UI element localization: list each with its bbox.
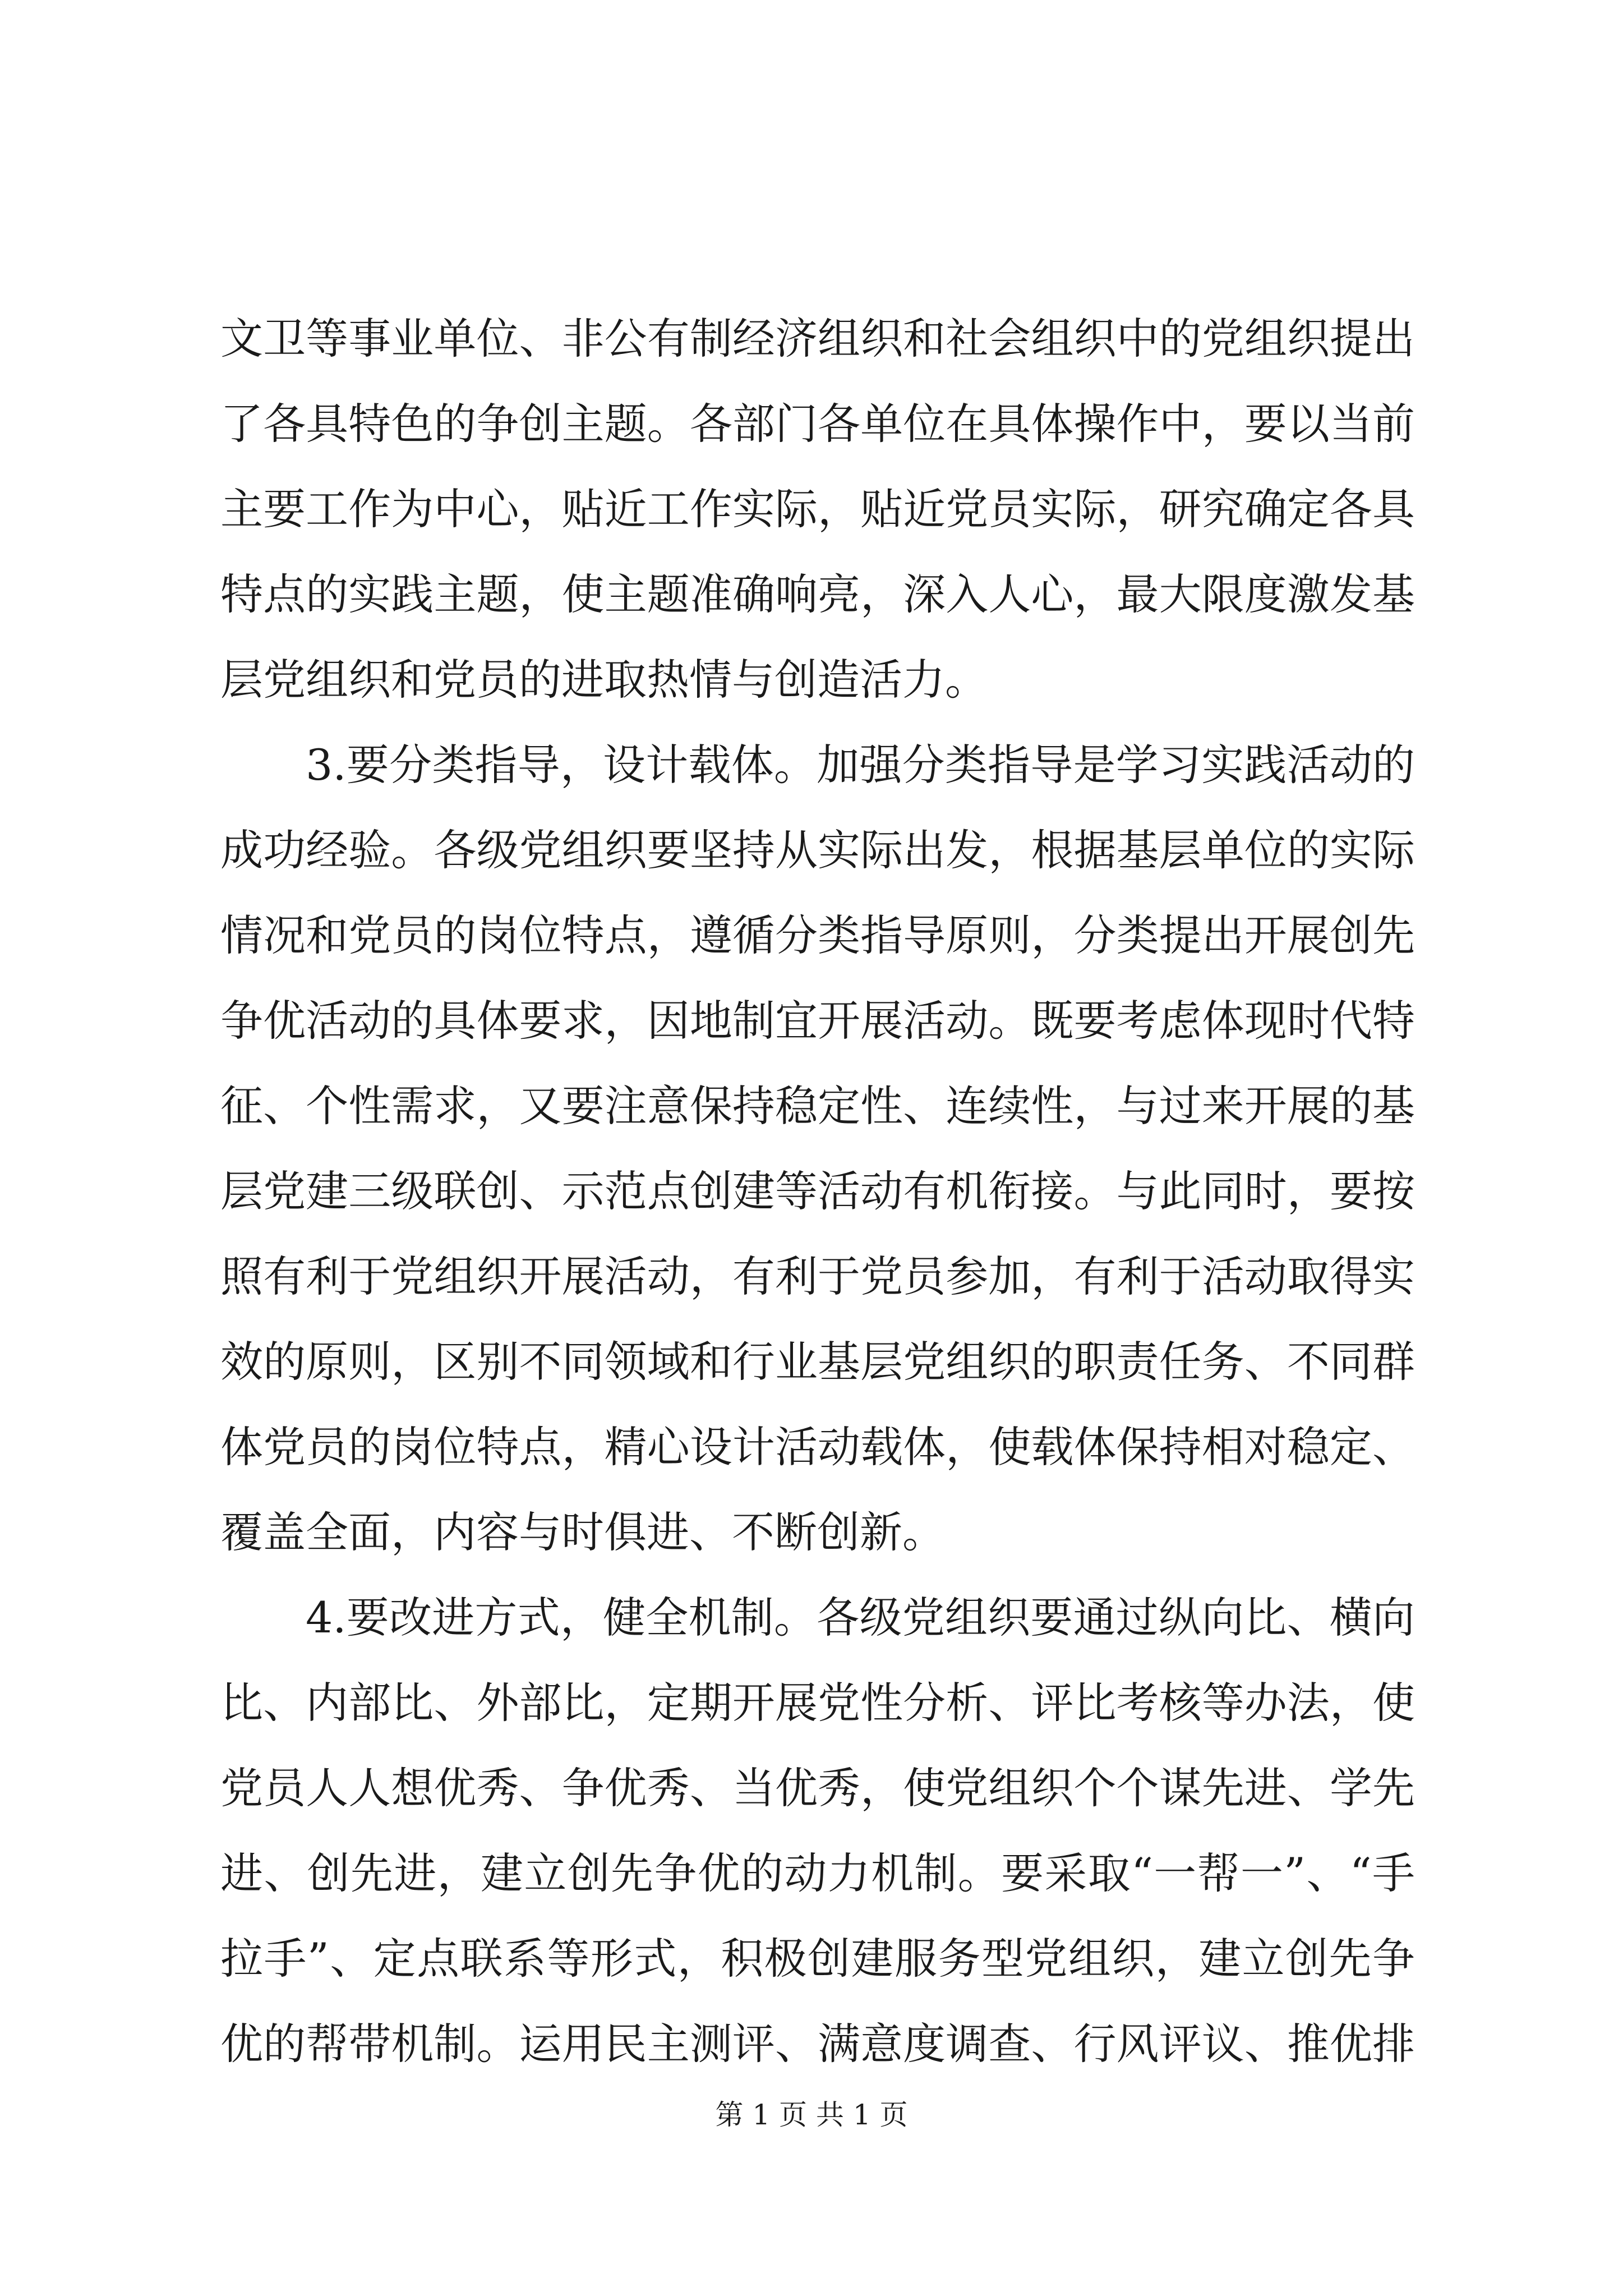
text-line: 主要工作为中心，贴近工作实际，贴近党员实际，研究确定各具 xyxy=(220,484,1415,534)
text-line: 了各具特色的争创主题。各部门各单位在具体操作中，要以当前 xyxy=(220,399,1415,449)
text-line: 文卫等事业单位、非公有制经济组织和社会组织中的党组织提出 xyxy=(220,314,1415,364)
text-line: 情况和党员的岗位特点，遵循分类指导原则，分类提出开展创先 xyxy=(220,910,1415,960)
paragraph-start-line: 4.要改进方式，健全机制。各级党组织要通过纵向比、横向 xyxy=(306,1593,1415,1642)
text-line: 体党员的岗位特点，精心设计活动载体，使载体保持相对稳定、 xyxy=(220,1422,1415,1472)
page-footer xyxy=(0,2095,1623,2134)
paragraph-start-line: 3.要分类指导，设计载体。加强分类指导是学习实践活动的 xyxy=(306,740,1415,790)
text-line: 特点的实践主题，使主题准确响亮，深入人心，最大限度激发基 xyxy=(220,569,1415,619)
text-line: 照有利于党组织开展活动，有利于党员参加，有利于活动取得实 xyxy=(220,1251,1415,1301)
text-line: 征、个性需求，又要注意保持稳定性、连续性，与过来开展的基 xyxy=(220,1081,1415,1131)
text-line: 效的原则，区别不同领域和行业基层党组织的职责任务、不同群 xyxy=(220,1337,1415,1387)
text-line: 层党组织和党员的进取热情与创造活力。 xyxy=(220,655,988,705)
text-line: 进、创先进，建立创先争优的动力机制。要采取“一帮一”、“手 xyxy=(220,1848,1415,1898)
text-line: 党员人人想优秀、争优秀、当优秀，使党组织个个谋先进、学先 xyxy=(220,1763,1415,1813)
text-line: 优的帮带机制。运用民主测评、满意度调查、行风评议、推优排 xyxy=(220,2019,1415,2069)
document-body xyxy=(220,296,1415,2087)
text-line: 覆盖全面，内容与时俱进、不断创新。 xyxy=(220,1507,945,1557)
text-line: 成功经验。各级党组织要坚持从实际出发，根据基层单位的实际 xyxy=(220,825,1415,875)
text-line: 争优活动的具体要求，因地制宜开展活动。既要考虑体现时代特 xyxy=(220,996,1415,1046)
text-line: 比、内部比、外部比，定期开展党性分析、评比考核等办法，使 xyxy=(220,1678,1415,1728)
text-line: 层党建三级联创、示范点创建等活动有机衔接。与此同时，要按 xyxy=(220,1166,1415,1216)
text-line: 拉手”、定点联系等形式，积极创建服务型党组织，建立创先争 xyxy=(220,1934,1415,1984)
page-number-label: 第 1 页 共 1 页 xyxy=(715,2099,908,2131)
